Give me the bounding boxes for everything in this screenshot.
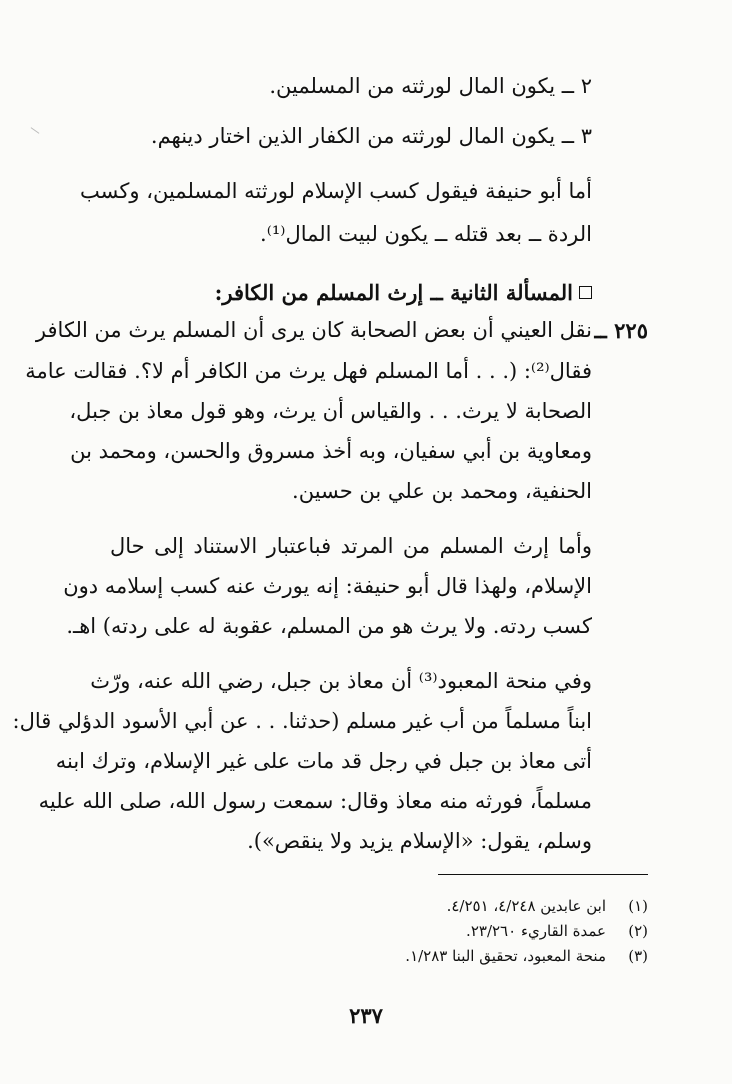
item-number: ٢٢٥ ــ (594, 318, 648, 343)
footnote-text: ابن عابدين ٤/٢٤٨، ٤/٢٥١. (446, 897, 606, 915)
paragraph-line: وأما إرث المسلم من المرتد فباعتبار الاستناد إلى حال (110, 534, 592, 558)
footnote-marker: (١) (628, 897, 648, 915)
footnote (466, 924, 648, 939)
footnote (405, 949, 648, 964)
footnote (447, 899, 648, 914)
page-number: ٢٣٧ (349, 1003, 383, 1028)
paragraph-line: ومعاوية بن أبي سفيان، وبه أخذ مسروق والحسن، ومحمد بن (70, 439, 592, 463)
footnote-marker: (٢) (628, 922, 648, 940)
section-heading (110, 282, 592, 303)
list-item-3: ٣ ــ يكون المال لورثته من الكفار الذين اختار دينهم. (150, 124, 592, 148)
paragraph-line: كسب ردته. ولا يرث هو من المسلم، عقوبة له على ردته) اهـ. (66, 614, 592, 638)
paragraph-line: الإسلام، ولهذا قال أبو حنيفة: إنه يورث عنه كسب إسلامه دون (63, 574, 592, 598)
paragraph-line: نقل العيني أن بعض الصحابة كان يرى أن المسلم يرث من الكافر (35, 318, 592, 342)
section-heading-text: المسألة الثانية ــ إرث المسلم من الكافر: (214, 280, 573, 305)
footnote-text: منحة المعبود، تحقيق البنا ١/٢٨٣. (405, 947, 606, 965)
paragraph-line: الحنفية، ومحمد بن علي بن حسين. (292, 479, 592, 503)
paragraph-line: وسلم، يقول: «الإسلام يزيد ولا ينقص»). (247, 829, 592, 853)
paragraph-line: مسلماً، فورثه منه معاذ وقال: سمعت رسول الله، صلى الله عليه (38, 789, 592, 813)
list-item-2: ٢ ــ يكون المال لورثته من المسلمين. (269, 74, 592, 98)
paragraph-line: أما أبو حنيفة فيقول كسب الإسلام لورثته المسلمين، وكسب (80, 179, 592, 203)
paragraph-line: الصحابة لا يرث. . . والقياس أن يرث، وهو قول معاذ بن جبل، (69, 399, 592, 423)
paragraph-line: وفي منحة المعبود⁽³⁾ أن معاذ بن جبل، رضي الله عنه، ورّث (90, 669, 592, 693)
paragraph-line: الردة ــ بعد قتله ــ يكون لبيت المال⁽¹⁾. (260, 222, 592, 246)
paragraph-line: أتى معاذ بن جبل في رجل قد مات على غير الإسلام، وترك ابنه (55, 749, 592, 773)
footnote-divider (438, 874, 648, 875)
square-bullet-icon (579, 286, 592, 299)
paragraph-line: ابناً مسلماً من أب غير مسلم (حدثنا. . . عن أبي الأسود الدؤلي قال: (12, 709, 592, 733)
paragraph-line: فقال⁽²⁾: (. . . أما المسلم فهل يرث من الكافر أم لا؟. فقالت عامة (25, 359, 592, 383)
footnote-text: عمدة القاريء ٢٣/٢٦٠. (466, 922, 606, 940)
scan-edge-mark (31, 127, 40, 134)
footnote-marker: (٣) (628, 947, 648, 965)
